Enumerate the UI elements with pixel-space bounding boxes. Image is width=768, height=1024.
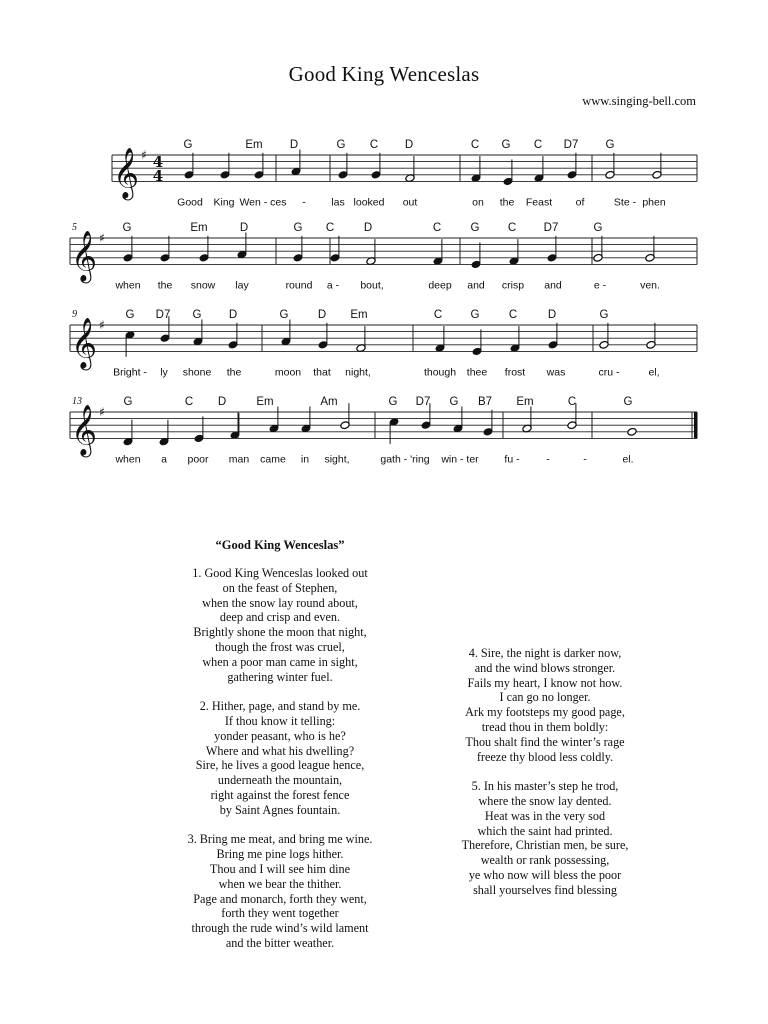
treble-clef-icon: 𝄞: [70, 317, 98, 369]
chord-symbol: C: [369, 139, 379, 151]
verse-line: underneath the mountain,: [217, 773, 343, 788]
verse-line: gathering winter fuel.: [227, 669, 333, 684]
chord-symbol: C: [325, 222, 335, 234]
key-sharp-icon: ♯: [99, 405, 105, 419]
verse-line: on the feast of Stephen,: [222, 580, 338, 595]
measure-number: 5: [72, 222, 77, 233]
lyric-syllable: out: [402, 196, 418, 209]
treble-clef-icon: 𝄞: [70, 230, 98, 282]
chord-symbol: G: [183, 139, 193, 151]
lyric-syllable: King: [213, 196, 235, 209]
stanza-gap: [140, 684, 420, 699]
lyric-syllable: the: [226, 366, 242, 379]
website-credit: www.singing-bell.com: [582, 94, 696, 108]
verse-line: wealth or rank possessing,: [480, 853, 610, 868]
chord-symbol: Am: [320, 396, 338, 408]
chord-symbol: D7: [543, 222, 559, 234]
chord-symbol: C: [432, 222, 442, 234]
verse-line: Bring me pine logs hither.: [216, 847, 344, 862]
lyric-syllable: Feast: [525, 196, 553, 209]
verse-line: Thou and I will see him dine: [209, 861, 351, 876]
lyric-syllable: man: [228, 453, 250, 466]
lyric-syllable: las: [331, 196, 345, 209]
verse-line: which the saint had printed.: [477, 823, 613, 838]
verse-line: Sire, he lives a good league hence,: [195, 758, 365, 773]
lyric-syllable: el.: [622, 453, 634, 466]
verse-line: Fails my heart, I know not how.: [467, 675, 623, 690]
chord-symbol: C: [470, 139, 480, 151]
lyric-syllable: Good: [177, 196, 203, 209]
verse-line: forth they went together: [221, 906, 339, 921]
final-barline: [694, 412, 698, 438]
chord-symbol: D: [317, 309, 327, 321]
lyric-syllable: the: [499, 196, 515, 209]
verse-line: where the snow lay dented.: [478, 793, 612, 808]
lyric-syllable: Ste -: [613, 196, 637, 209]
verse-line: Heat was in the very sod: [484, 808, 606, 823]
chord-symbol: C: [507, 222, 517, 234]
lyric-syllable: moon: [274, 366, 302, 379]
verse-line: 4. Sire, the night is darker now,: [468, 646, 622, 660]
lyric-syllable: sight,: [324, 453, 350, 466]
lyric-syllable: when: [115, 279, 141, 292]
chord-symbol: G: [293, 222, 303, 234]
chord-symbol: Em: [256, 396, 274, 408]
lyric-syllable: win - ter: [441, 453, 479, 466]
verse-line: deep and crisp and even.: [219, 610, 341, 625]
measure-number: 13: [72, 396, 82, 407]
stanza-gap: [140, 818, 420, 833]
lyric-syllable: e -: [593, 279, 607, 292]
lyric-syllable: and: [467, 279, 485, 292]
chord-symbol: D: [547, 309, 557, 321]
chord-symbol: C: [533, 139, 543, 151]
lyric-syllable: the: [157, 279, 173, 292]
chord-symbol: D: [363, 222, 373, 234]
verse-line: yonder peasant, who is he?: [214, 728, 346, 743]
verse-line: through the rude wind’s wild lament: [191, 921, 369, 936]
chord-symbol: C: [508, 309, 518, 321]
verse-line: when the snow lay round about,: [202, 595, 358, 610]
lyric-syllable: frost: [504, 366, 526, 379]
lyric-syllable: bout,: [360, 279, 384, 292]
chord-symbol: G: [449, 396, 459, 408]
verse-line: tread thou in them boldly:: [481, 719, 609, 734]
verse-line: right against the forest fence: [210, 787, 350, 802]
verse-line: Thou shalt find the winter’s rage: [465, 734, 625, 749]
verse-line: ye who now will bless the poor: [468, 867, 622, 882]
chord-symbol: Em: [350, 309, 368, 321]
lyric-syllable: cru -: [598, 366, 620, 379]
lyric-syllable: -: [546, 453, 550, 466]
chord-symbol: G: [123, 396, 133, 408]
verse-line: when a poor man came in sight,: [202, 654, 358, 669]
verse-line: and the wind blows stronger.: [474, 660, 616, 675]
lyric-syllable: Bright -: [113, 366, 147, 379]
lyric-syllable: ven.: [640, 279, 660, 292]
chord-symbol: C: [567, 396, 577, 408]
chord-symbol: Em: [516, 396, 534, 408]
chord-symbol: G: [593, 222, 603, 234]
verse-line: Ark my footsteps my good page,: [465, 705, 625, 720]
chord-symbol: D: [239, 222, 249, 234]
chord-symbol: D: [289, 139, 299, 151]
chord-symbol: G: [122, 222, 132, 234]
verse-line: If thou know it telling:: [224, 713, 336, 728]
lyric-syllable: Wen - ces: [239, 196, 287, 209]
verse-line: by Saint Agnes fountain.: [219, 802, 341, 817]
lyric-syllable: in: [300, 453, 310, 466]
chord-symbol: D: [228, 309, 238, 321]
chord-symbol: G: [470, 222, 480, 234]
chord-symbol: G: [599, 309, 609, 321]
chord-symbol: G: [192, 309, 202, 321]
verse-line: 5. In his master’s step he trod,: [471, 779, 619, 794]
verse-line: and the bitter weather.: [225, 935, 335, 950]
time-signature-top: 4: [152, 153, 164, 171]
chord-symbol: G: [470, 309, 480, 321]
lyric-syllable: on: [472, 196, 484, 209]
lyric-syllable: a: [161, 453, 167, 466]
verse-line: I can go no longer.: [499, 690, 591, 705]
chord-symbol: G: [605, 139, 615, 151]
verse-line: Brightly shone the moon that night,: [193, 625, 367, 640]
lyric-syllable: shone: [182, 366, 212, 379]
lyric-syllable: crisp: [501, 279, 525, 292]
lyric-syllable: -: [583, 453, 587, 466]
lyrics-left-column: [140, 566, 420, 951]
chord-symbol: G: [336, 139, 346, 151]
treble-clef-icon: 𝄞: [112, 147, 140, 199]
lyric-syllable: round: [285, 279, 313, 292]
lyric-syllable: el,: [648, 366, 660, 379]
lyric-syllable: when: [115, 453, 141, 466]
lyric-syllable: a -: [326, 279, 340, 292]
lyric-syllable: ly: [160, 366, 168, 379]
chord-symbol: B7: [477, 396, 493, 408]
chord-symbol: D7: [155, 309, 171, 321]
measure-number: 9: [72, 309, 77, 320]
stanza-gap: [405, 764, 685, 779]
chord-symbol: D7: [415, 396, 431, 408]
lyric-syllable: phen: [642, 196, 666, 209]
lyric-syllable: came: [260, 453, 286, 466]
chord-symbol: D: [404, 139, 414, 151]
lyric-syllable: though: [423, 366, 457, 379]
verse-line: though the frost was cruel,: [215, 639, 345, 654]
lyrics-right-column: [405, 646, 685, 898]
chord-symbol: D7: [563, 139, 579, 151]
verse-line: 2. Hither, page, and stand by me.: [199, 699, 361, 714]
treble-clef-icon: 𝄞: [70, 404, 98, 456]
chord-symbol: G: [125, 309, 135, 321]
verse-line: shall yourselves find blessing: [473, 882, 617, 897]
lyric-syllable: fu -: [504, 453, 520, 466]
verse-line: 3. Bring me meat, and bring me wine.: [187, 832, 373, 847]
poem-heading: “Good King Wenceslas”: [215, 538, 345, 552]
song-title: Good King Wenceslas: [288, 62, 480, 86]
lyric-syllable: deep: [428, 279, 452, 292]
lyric-syllable: night,: [345, 366, 371, 379]
whole-note: [627, 427, 637, 436]
lyric-syllable: gath - 'ring: [380, 453, 430, 466]
verse-line: 1. Good King Wenceslas looked out: [192, 566, 368, 580]
verse-line: when we bear the thither.: [218, 876, 342, 891]
verse-line: Therefore, Christian men, be sure,: [461, 838, 629, 853]
lyric-syllable: -: [302, 196, 306, 209]
lyric-syllable: thee: [466, 366, 488, 379]
lyric-syllable: of: [575, 196, 585, 209]
chord-symbol: G: [279, 309, 289, 321]
lyric-syllable: looked: [353, 196, 385, 209]
chord-symbol: G: [623, 396, 633, 408]
lyric-syllable: was: [546, 366, 566, 379]
key-sharp-icon: ♯: [141, 148, 147, 162]
chord-symbol: G: [501, 139, 511, 151]
verse-line: Where and what his dwelling?: [205, 743, 355, 758]
lyric-syllable: snow: [190, 279, 216, 292]
verse-line: freeze thy blood less coldly.: [476, 749, 614, 764]
key-sharp-icon: ♯: [99, 318, 105, 332]
time-signature-bottom: 4: [152, 167, 164, 185]
chord-symbol: Em: [190, 222, 208, 234]
lyric-syllable: that: [313, 366, 331, 379]
key-sharp-icon: ♯: [99, 231, 105, 245]
chord-symbol: C: [184, 396, 194, 408]
verse-line: Page and monarch, forth they went,: [193, 891, 367, 906]
chord-symbol: C: [433, 309, 443, 321]
chord-symbol: Em: [245, 139, 263, 151]
lyric-syllable: lay: [235, 279, 249, 292]
lyric-syllable: poor: [187, 453, 209, 466]
chord-symbol: D: [217, 396, 227, 408]
lyric-syllable: and: [544, 279, 562, 292]
chord-symbol: G: [388, 396, 398, 408]
